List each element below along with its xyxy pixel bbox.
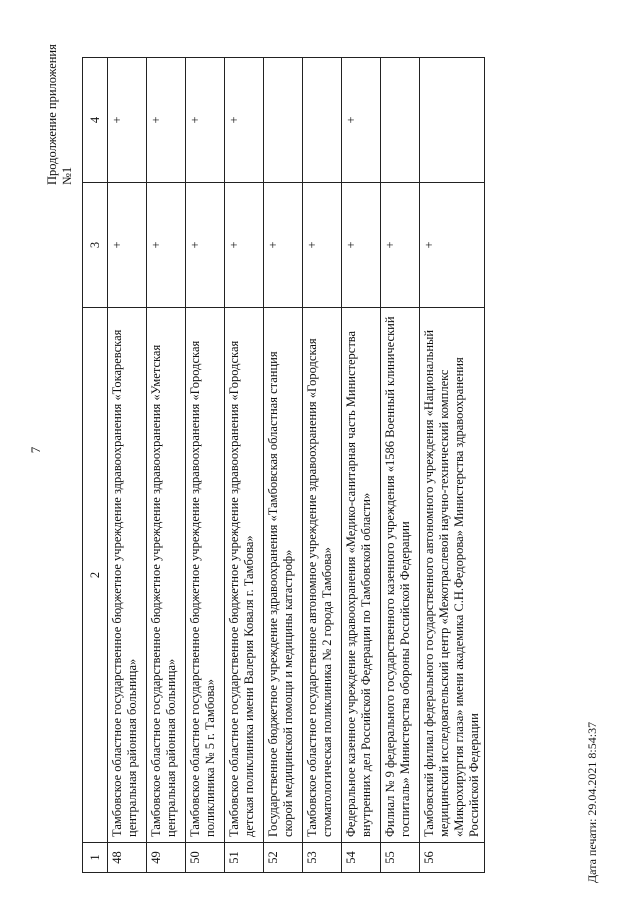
column-4-mark — [264, 58, 303, 183]
organization-name: Филиал № 9 федерального государственного казенного учреждения «1586 Военный клинический госпиталь» Министерства обороны Российской Федерации — [381, 308, 420, 843]
row-number: 56 — [420, 843, 485, 873]
column-3-mark: + — [303, 183, 342, 308]
page-number: 7 — [28, 446, 43, 454]
column-3-mark: + — [147, 183, 186, 308]
continuation-label: Продолжение приложения №1 — [45, 44, 74, 185]
row-number: 49 — [147, 843, 186, 873]
column-header-4: 4 — [83, 58, 108, 183]
organization-name: Федеральное казенное учреждение здравоохранения «Медико-санитарная часть Министерства внутренних дел Российской Федерации по Тамбовской области» — [342, 308, 381, 843]
organization-name: Тамбовское областное государственное бюджетное учреждение здравоохранения «Токаревская центральная районная больница» — [108, 308, 147, 843]
column-3-mark: + — [108, 183, 147, 308]
row-number: 54 — [342, 843, 381, 873]
column-4-mark: + — [342, 58, 381, 183]
row-number: 53 — [303, 843, 342, 873]
column-header-1: 1 — [83, 843, 108, 873]
column-3-mark: + — [381, 183, 420, 308]
table-row — [264, 58, 303, 873]
column-3-mark: + — [342, 183, 381, 308]
column-3-mark: + — [420, 183, 485, 308]
column-4-mark: + — [186, 58, 225, 183]
table-row — [420, 58, 485, 873]
column-3-mark: + — [264, 183, 303, 308]
appendix-table — [82, 57, 485, 873]
table-row — [342, 58, 381, 873]
column-4-mark: + — [108, 58, 147, 183]
column-4-mark: + — [225, 58, 264, 183]
table-row — [303, 58, 342, 873]
organization-name: Тамбовское областное государственное бюджетное учреждение здравоохранения «Уметская центральная районная больница» — [147, 308, 186, 843]
table-header-row — [83, 58, 108, 873]
row-number: 55 — [381, 843, 420, 873]
print-date: Дата печати: 29.04.2021 8:54:37 — [585, 721, 599, 883]
column-header-3: 3 — [83, 183, 108, 308]
row-number: 50 — [186, 843, 225, 873]
organization-name: Тамбовское областное государственное бюджетное учреждение здравоохранения «Городская поликлиника № 5 г. Тамбова» — [186, 308, 225, 843]
table-row — [147, 58, 186, 873]
column-header-2: 2 — [83, 308, 108, 843]
column-3-mark: + — [225, 183, 264, 308]
organization-name: Тамбовское областное государственное бюджетное учреждение здравоохранения «Городская детская поликлиника имени Валерия Коваля г. Тамбова» — [225, 308, 264, 843]
table-row — [186, 58, 225, 873]
row-number: 52 — [264, 843, 303, 873]
column-4-mark — [420, 58, 485, 183]
column-4-mark — [303, 58, 342, 183]
organization-name: Государственное бюджетное учреждение здравоохранения «Тамбовская областная станция скорой медицинской помощи и медицины катастроф» — [264, 308, 303, 843]
row-number: 48 — [108, 843, 147, 873]
table-row — [381, 58, 420, 873]
organization-name: Тамбовский филиал федерального государственного автономного учреждения «Национальный медицинский исследовательский центр «Межотраслевой научно-технический комплекс «Микрохирургия глаза» имени академика С.Н.Федорова» Министерства здравоохранения Российской Федерации — [420, 308, 485, 843]
column-4-mark: + — [147, 58, 186, 183]
organization-name: Тамбовское областное государственное автономное учреждение здравоохранения «Городская стоматологическая поликлиника № 2 города Тамбова» — [303, 308, 342, 843]
table-row — [225, 58, 264, 873]
column-4-mark — [381, 58, 420, 183]
table-row — [108, 58, 147, 873]
column-3-mark: + — [186, 183, 225, 308]
row-number: 51 — [225, 843, 264, 873]
